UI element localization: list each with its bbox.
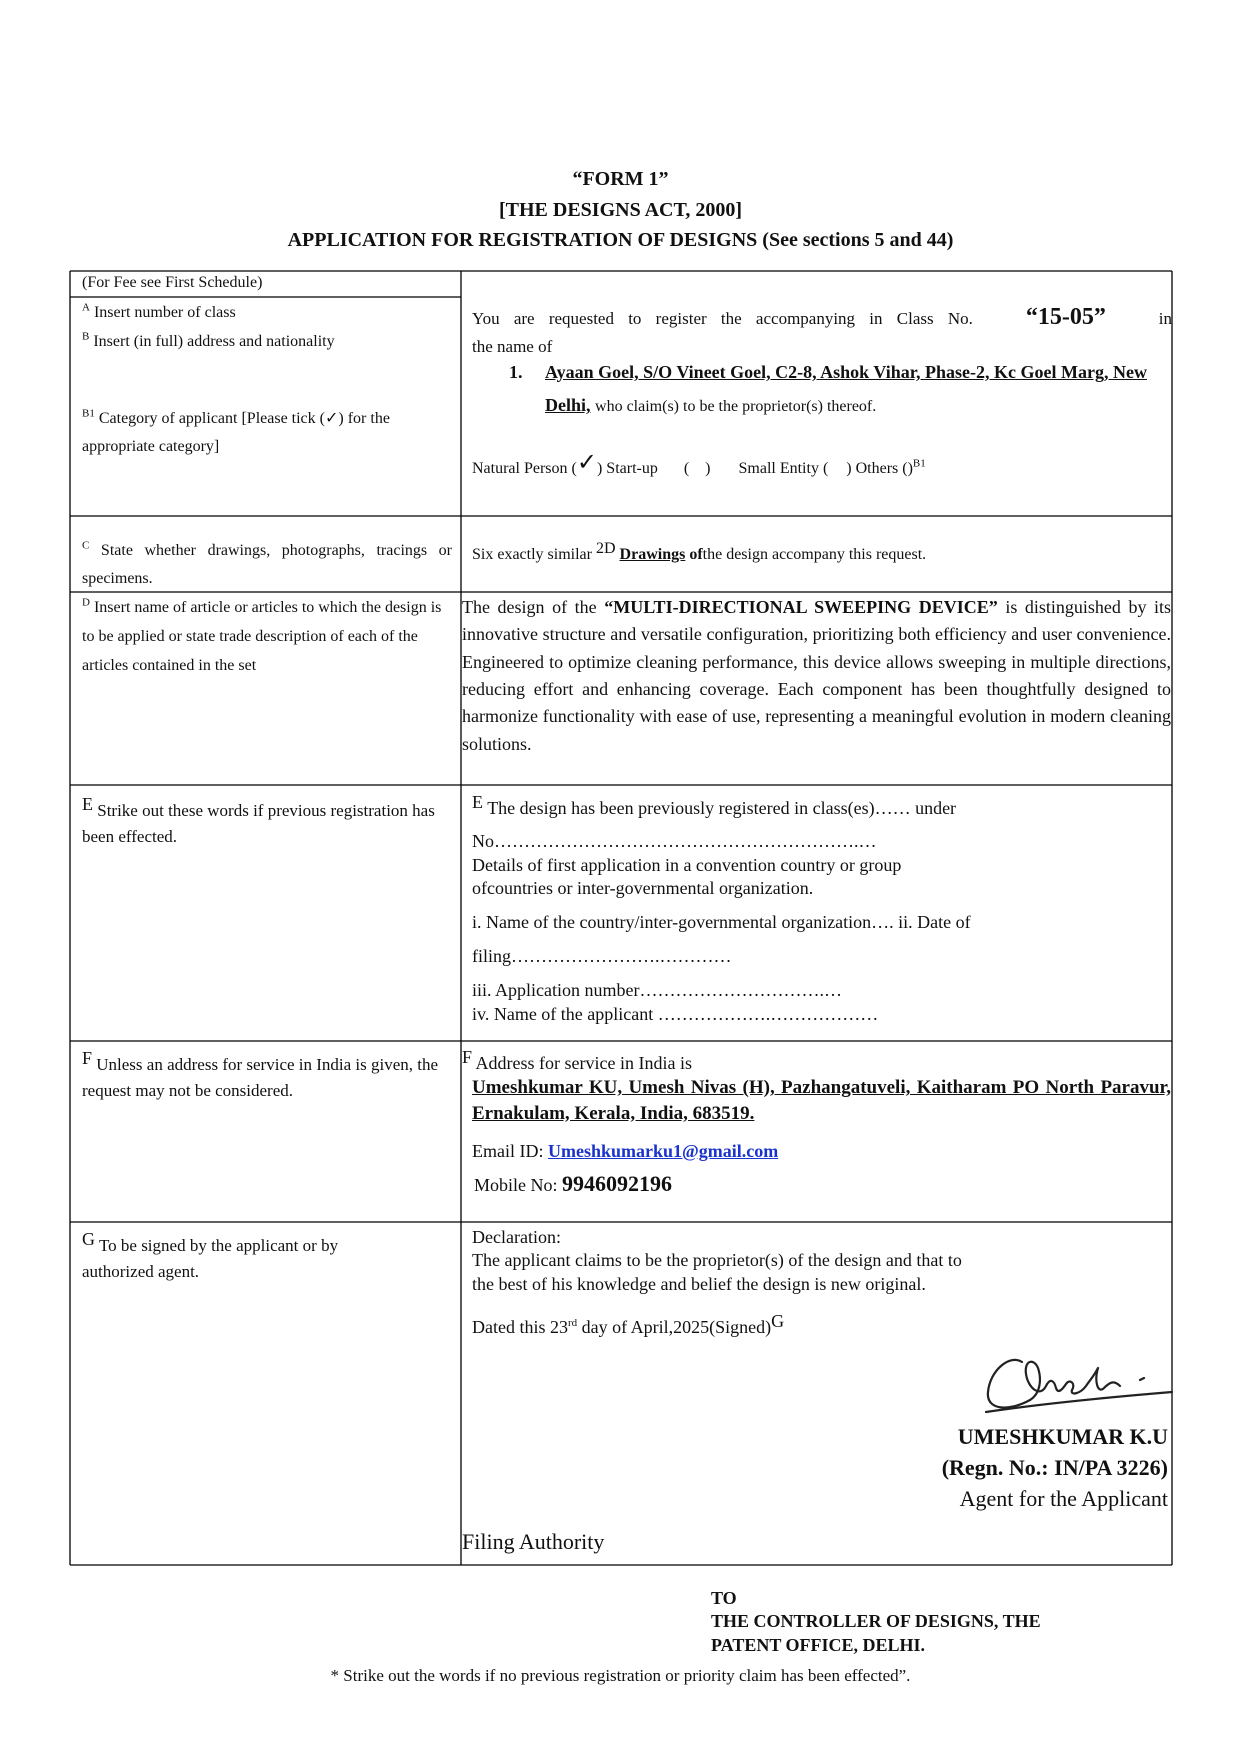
filing-authority: Filing Authority (462, 1529, 605, 1554)
registration-number: (Regn. No.: IN/PA 3226) (941, 1454, 1168, 1480)
addressee-block (711, 1587, 1181, 1657)
signature (980, 1340, 1180, 1430)
signatory-name: UMESHKUMAR K.U (957, 1424, 1168, 1449)
instruction-b1-text: Category of applicant [Please tick (✓) for the appropriate category] (82, 410, 390, 455)
instruction-f-text: Unless an address for service in India is given, the request may not be considered. (82, 1055, 439, 1100)
marker-c: C (82, 539, 90, 552)
category-small-entity: Small Entity ( (738, 460, 829, 477)
description-body: is distinguished by its innovative structure and versatile configuration, prioritizing both efficiency and user convenience. Engineered to optimize cleaning performance, this device allows sweeping in multiple directions, reducing effort and enhancing coverage. Each component has been thoughtfully designed to harmonize functionality with ease of use, representing a meaningful evolution in modern cleaning solutions. (462, 597, 1172, 754)
act-title: [THE DESIGNS ACT, 2000] (498, 199, 742, 221)
instruction-b-text: Insert (in full) address and nationality (93, 333, 335, 350)
claim-text: who claim(s) to be the proprietor(s) thereof. (595, 398, 877, 416)
dated-prefix: Dated this 23 (472, 1317, 568, 1338)
previous-line-3: Details of first application in a convention country or group (472, 854, 902, 875)
declaration-title: Declaration: (472, 1227, 561, 1247)
service-address-text: Umeshkumar KU, Umesh Nivas (H), Pazhangatuveli, Kaitharam PO North Paravur, Ernakulam, Kerala, India, 683519. (472, 1077, 1171, 1124)
previous-line-8: iv. Name of the applicant ……………….……………… (472, 1003, 879, 1024)
instruction-e-text: Strike out these words if previous registration has been effected. (82, 801, 435, 846)
addressee-to: TO (711, 1588, 737, 1608)
description-lead: The design of the (462, 597, 597, 617)
instruction-b1 (82, 405, 452, 461)
declaration-text-1: The applicant claims to be the proprietor(s) of the design and that to (472, 1250, 962, 1271)
previous-line-6: filing…………………….………… (472, 945, 732, 966)
request-name-of: the name of (472, 336, 553, 356)
previous-line-4: ofcountries or inter-governmental organization. (472, 878, 814, 899)
footnote: * Strike out the words if no previous registration or priority claim has been effected”. (330, 1666, 911, 1685)
category-others: ) Others () (846, 460, 913, 477)
mobile-label: Mobile No: (474, 1174, 558, 1195)
instruction-d-text: Insert name of article or articles to which the design is to be applied or state trade description of each of the articles contained in the set (82, 599, 442, 674)
marker-b1: B1 (82, 407, 95, 420)
email-label: Email ID: (472, 1140, 544, 1161)
instruction-f (82, 1045, 452, 1103)
instruction-d (82, 594, 452, 680)
tick-icon: ✓ (576, 450, 597, 476)
applicant-number: 1. (509, 362, 523, 382)
application-title: APPLICATION FOR REGISTRATION OF DESIGNS (See sections 5 and 44) (287, 229, 954, 251)
addressee-controller: THE CONTROLLER OF DESIGNS, THE (711, 1611, 1041, 1632)
drawings-of: of (689, 546, 703, 563)
design-description (462, 594, 1171, 758)
category-startup-box: ( ) (683, 460, 711, 477)
instruction-b (82, 330, 452, 353)
category-natural-person: Natural Person ( (472, 460, 577, 477)
dated-marker: G (771, 1311, 785, 1332)
service-label: Address for service in India is (475, 1053, 692, 1073)
drawings-statement (472, 537, 1182, 566)
request-text: You are requested to register the accompanying in Class No. (472, 309, 973, 328)
marker-g: G (82, 1229, 95, 1249)
previous-line-5: i. Name of the country/inter-governmental organization…. ii. Date of (472, 911, 971, 932)
instruction-a (82, 301, 452, 324)
marker-a: A (82, 301, 90, 314)
mobile-number: 9946092196 (562, 1170, 672, 1196)
marker-d: D (82, 596, 90, 609)
applicant-category (472, 449, 1172, 484)
declaration-text-2: the best of his knowledge and belief the design is new original. (472, 1273, 926, 1294)
declaration (472, 1226, 1172, 1340)
instruction-g (82, 1226, 372, 1284)
class-number: “15-05” (1025, 304, 1106, 330)
previous-line-7: iii. Application number………………………….… (472, 980, 842, 1001)
article-name: “MULTI-DIRECTIONAL SWEEPING DEVICE” (604, 597, 998, 617)
instruction-a-text: Insert number of class (93, 304, 236, 321)
email-link[interactable]: Umeshkumarku1@gmail.com (547, 1140, 779, 1161)
addressee-office: PATENT OFFICE, DELHI. (711, 1634, 926, 1655)
service-marker: F (462, 1047, 473, 1067)
marker-b: B (82, 330, 90, 343)
dated-superscript: rd (568, 1317, 578, 1330)
previous-line-1: The design has been previously registered in class(es)…… under (487, 798, 957, 818)
request-in: in (1158, 309, 1172, 328)
marker-f: F (82, 1048, 93, 1068)
drawings-prefix: Six exactly similar (472, 546, 592, 563)
fee-note: (For Fee see First Schedule) (82, 274, 263, 291)
dated-suffix: day of April,2025(Signed) (581, 1317, 772, 1338)
class-request (472, 301, 1172, 358)
previous-registration (472, 791, 1172, 1026)
previous-marker: E (472, 792, 483, 812)
instruction-c-text: State whether drawings, photographs, tracings or specimens. (82, 542, 453, 587)
marker-e: E (82, 794, 93, 814)
form-number: “FORM 1” (572, 168, 669, 190)
instruction-c (82, 537, 452, 593)
drawings-word: Drawings (619, 546, 686, 563)
drawings-suffix: the design accompany this request. (702, 546, 927, 563)
service-address (462, 1045, 1171, 1199)
instruction-e (82, 791, 452, 849)
applicant-name-address: Ayaan Goel, S/O Vineet Goel, C2-8, Ashok Vihar, Phase-2, Kc Goel Marg, New Delhi, (545, 362, 1147, 416)
drawings-type: 2D (595, 540, 616, 557)
instruction-g-text: To be signed by the applicant or by authorized agent. (82, 1236, 339, 1281)
previous-line-2: No…………………………………………………….… (472, 831, 877, 852)
category-marker: B1 (912, 457, 926, 470)
signatory-block (700, 1422, 1168, 1514)
applicant-entry (509, 356, 1172, 423)
category-startup: ) Start-up (596, 460, 658, 477)
agent-role: Agent for the Applicant (959, 1485, 1168, 1511)
